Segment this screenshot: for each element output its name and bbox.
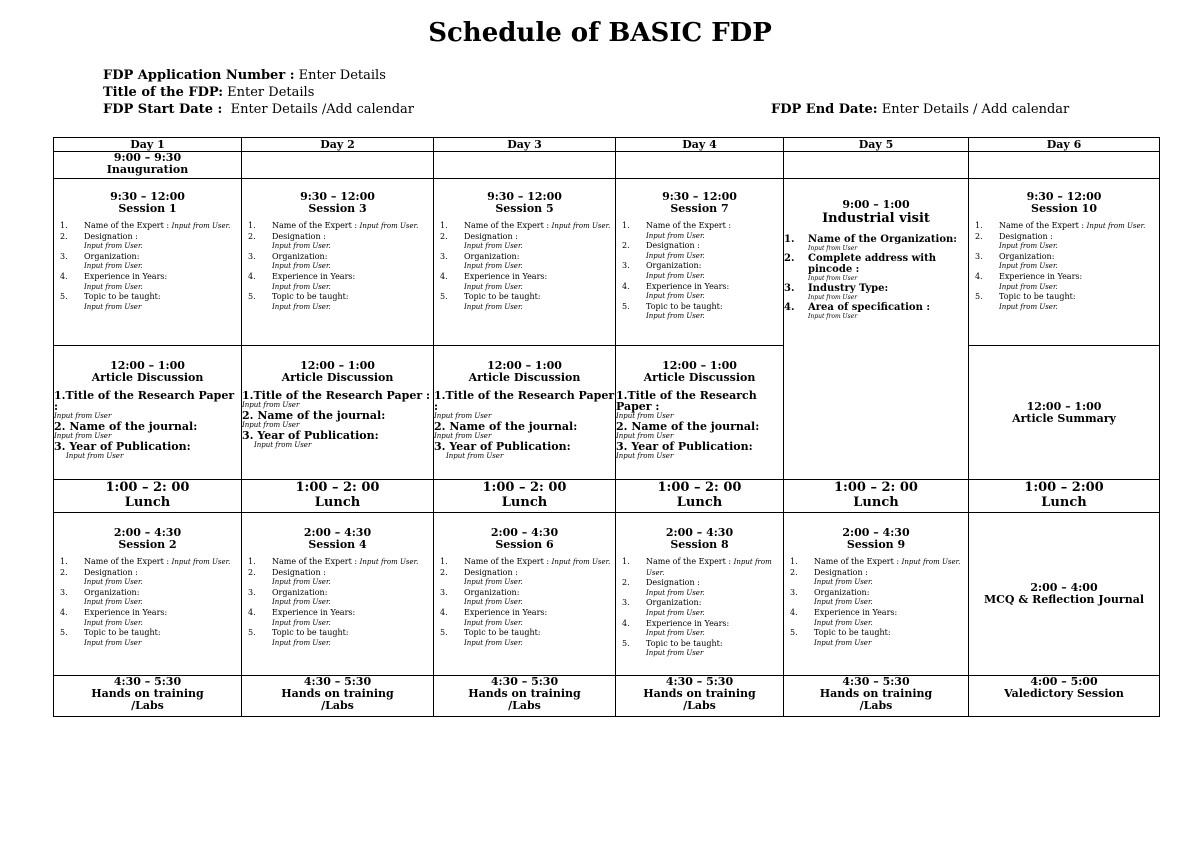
day-header: Day 5 <box>784 138 969 152</box>
expert-list: 1. Name of the Expert : Input from User. 2. Designation : Input from User. 3. Organization: Input from User. 4. Experience in Years: Input from User. 5. Topic to be taught: Input from User <box>622 557 772 658</box>
article-cell: 12:00 – 1:00 Article Discussion 1.Title of the Research Paper : Input from User 2. Name of the journal: Input from User 3. Year of Publication: Input from User <box>616 346 784 480</box>
day-header: Day 1 <box>54 138 242 152</box>
session-cell: 9:30 – 12:00 Session 1 1. Name of the Expert : Input from User. 2. Designation : Input from User. 3. Organization: Input from User. 4. Experience in Years: Input from User. 5. Topic to be taught: Input from User <box>54 179 242 346</box>
expert-list: 1. Name of the Expert : Input from User. 2. Designation : Input from User. 3. Organization: Input from User. 4. Experience in Years: Input from User. 5. Topic to be taught: Input from User <box>790 557 961 647</box>
session-cell: 9:30 – 12:00 Session 5 1. Name of the Expert : Input from User. 2. Designation : Input from User. 3. Organization: Input from User. 4. Experience in Years: Input from User. 5. Topic to be taught: Input from User. <box>434 179 616 346</box>
day-header: Day 6 <box>969 138 1160 152</box>
hands-on-cell: 4:30 – 5:30 Hands on training /Labs <box>784 676 969 717</box>
start-date-label: FDP Start Date : <box>103 102 223 117</box>
empty-cell <box>784 152 969 179</box>
article-summary-cell: 12:00 – 1:00 Article Summary <box>969 346 1160 480</box>
expert-list: 1. Name of the Expert : Input from User. 2. Designation : Input from User. 3. Organization: Input from User. 4. Experience in Years: Input from User. 5. Topic to be taught: Input from User. <box>622 221 732 321</box>
session-cell: 2:00 – 4:30 Session 6 1. Name of the Expert : Input from User. 2. Designation : Input from User. 3. Organization: Input from User. 4. Experience in Years: Input from User. 5. Topic to be taught: Input from User. <box>434 513 616 676</box>
article-cell: 12:00 – 1:00 Article Discussion 1.Title of the Research Paper : Input from User 2. Name of the journal: Input from User 3. Year of Publication: Input from User <box>434 346 616 480</box>
session-cell: 9:30 – 12:00 Session 7 1. Name of the Expert : Input from User. 2. Designation : Input from User. 3. Organization: Input from User. 4. Experience in Years: Input from User. 5. Topic to be taught: Input from User. <box>616 179 784 346</box>
start-date-row <box>103 102 414 117</box>
expert-list: 1. Name of the Expert : Input from User. 2. Designation : Input from User. 3. Organization: Input from User. 4. Experience in Years: Input from User. 5. Topic to be taught: Input from User <box>60 557 231 647</box>
expert-list: 1. Name of the Expert : Input from User. 2. Designation : Input from User. 3. Organization: Input from User. 4. Experience in Years: Input from User. 5. Topic to be taught: Input from User. <box>440 221 611 311</box>
expert-list: 1. Name of the Expert : Input from User. 2. Designation : Input from User. 3. Organization: Input from User. 4. Experience in Years: Input from User. 5. Topic to be taught: Input from User <box>60 221 231 311</box>
session-cell: 2:00 – 4:30 Session 8 1. Name of the Expert : Input from User. 2. Designation : Input from User. 3. Organization: Input from User. 4. Experience in Years: Input from User. 5. Topic to be taught: Input from User <box>616 513 784 676</box>
hands-on-cell: 4:30 – 5:30 Hands on training /Labs <box>616 676 784 717</box>
empty-cell <box>242 152 434 179</box>
article-cell: 12:00 – 1:00 Article Discussion 1.Title of the Research Paper : Input from User 2. Name of the journal: Input from User 3. Year of Publication: Input from User <box>54 346 242 480</box>
industrial-list: 1. Name of the Organization: Input from User 2. Complete address with pincode : Input from User 3. Industry Type: Input from User 4. Area of specification : Input from User <box>784 234 957 320</box>
page-title: Schedule of BASIC FDP <box>428 18 772 48</box>
lunch-cell: 1:00 – 2: 00 Lunch <box>242 480 434 513</box>
article-cell: 12:00 – 1:00 Article Discussion 1.Title of the Research Paper : Input from User 2. Name of the journal: Input from User 3. Year of Publication: Input from User <box>242 346 434 480</box>
lunch-cell: 1:00 – 2: 00 Lunch <box>54 480 242 513</box>
app-number-row <box>103 68 386 83</box>
hands-on-cell: 4:30 – 5:30 Hands on training /Labs <box>434 676 616 717</box>
hands-on-cell: 4:30 – 5:30 Hands on training /Labs <box>54 676 242 717</box>
session-cell: 9:30 – 12:00 Session 3 1. Name of the Expert : Input from User. 2. Designation : Input from User. 3. Organization: Input from User. 4. Experience in Years: Input from User. 5. Topic to be taught: Input from User. <box>242 179 434 346</box>
session-cell: 2:00 – 4:30 Session 2 1. Name of the Expert : Input from User. 2. Designation : Input from User. 3. Organization: Input from User. 4. Experience in Years: Input from User. 5. Topic to be taught: Input from User <box>54 513 242 676</box>
mcq-cell: 2:00 – 4:00 MCQ & Reflection Journal <box>969 513 1160 676</box>
fdp-title-row <box>103 85 314 100</box>
end-date-row <box>771 102 1069 117</box>
expert-list: 1. Name of the Expert : Input from User. 2. Designation : Input from User. 3. Organization: Input from User. 4. Experience in Years: Input from User. 5. Topic to be taught: Input from User. <box>248 557 419 647</box>
session-cell: 9:30 – 12:00 Session 10 1. Name of the Expert : Input from User. 2. Designation : Input from User. 3. Organization: Input from User. 4. Experience in Years: Input from User. 5. Topic to be taught: Input from User. <box>969 179 1160 346</box>
end-date-label: FDP End Date: <box>771 102 878 117</box>
morning-session-row <box>54 179 1160 346</box>
session-cell: 2:00 – 4:30 Session 4 1. Name of the Expert : Input from User. 2. Designation : Input from User. 3. Organization: Input from User. 4. Experience in Years: Input from User. 5. Topic to be taught: Input from User. <box>242 513 434 676</box>
inauguration-row <box>54 152 1160 179</box>
empty-cell <box>969 152 1160 179</box>
afternoon-session-row <box>54 513 1160 676</box>
schedule-table <box>53 137 1160 717</box>
lunch-cell: 1:00 – 2:00 Lunch <box>969 480 1160 513</box>
hands-on-cell: 4:30 – 5:30 Hands on training /Labs <box>242 676 434 717</box>
app-number-value[interactable]: Enter Details <box>298 68 386 83</box>
day-header: Day 3 <box>434 138 616 152</box>
empty-cell <box>434 152 616 179</box>
inauguration-cell: 9:00 – 9:30 Inauguration <box>54 152 242 179</box>
app-number-label: FDP Application Number : <box>103 68 295 83</box>
lunch-cell: 1:00 – 2: 00 Lunch <box>434 480 616 513</box>
lunch-cell: 1:00 – 2: 00 Lunch <box>784 480 969 513</box>
article-row <box>54 346 1160 480</box>
lunch-cell: 1:00 – 2: 00 Lunch <box>616 480 784 513</box>
day-header: Day 4 <box>616 138 784 152</box>
valedictory-cell: 4:00 – 5:00 Valedictory Session <box>969 676 1160 717</box>
expert-list: 1. Name of the Expert : Input from User. 2. Designation : Input from User. 3. Organization: Input from User. 4. Experience in Years: Input from User. 5. Topic to be taught: Input from User. <box>248 221 419 311</box>
hands-on-row <box>54 676 1160 717</box>
expert-list: 1. Name of the Expert : Input from User. 2. Designation : Input from User. 3. Organization: Input from User. 4. Experience in Years: Input from User. 5. Topic to be taught: Input from User. <box>440 557 611 647</box>
day-header-row <box>54 138 1160 152</box>
end-date-value[interactable]: Enter Details / Add calendar <box>881 102 1070 117</box>
expert-list: 1. Name of the Expert : Input from User. 2. Designation : Input from User. 3. Organization: Input from User. 4. Experience in Years: Input from User. 5. Topic to be taught: Input from User. <box>975 221 1146 311</box>
empty-cell <box>616 152 784 179</box>
lunch-row <box>54 480 1160 513</box>
day-header: Day 2 <box>242 138 434 152</box>
session-cell: 2:00 – 4:30 Session 9 1. Name of the Expert : Input from User. 2. Designation : Input from User. 3. Organization: Input from User. 4. Experience in Years: Input from User. 5. Topic to be taught: Input from User <box>784 513 969 676</box>
industrial-visit-cell: 9:00 – 1:00 Industrial visit 1. Name of the Organization: Input from User 2. Complete address with pincode : Input from User 3. Industry Type: Input from User 4. Area of specification : Input from User <box>784 179 969 480</box>
fdp-title-label: Title of the FDP: <box>103 85 224 100</box>
fdp-title-value[interactable]: Enter Details <box>227 85 315 100</box>
start-date-value[interactable]: Enter Details /Add calendar <box>230 102 414 117</box>
